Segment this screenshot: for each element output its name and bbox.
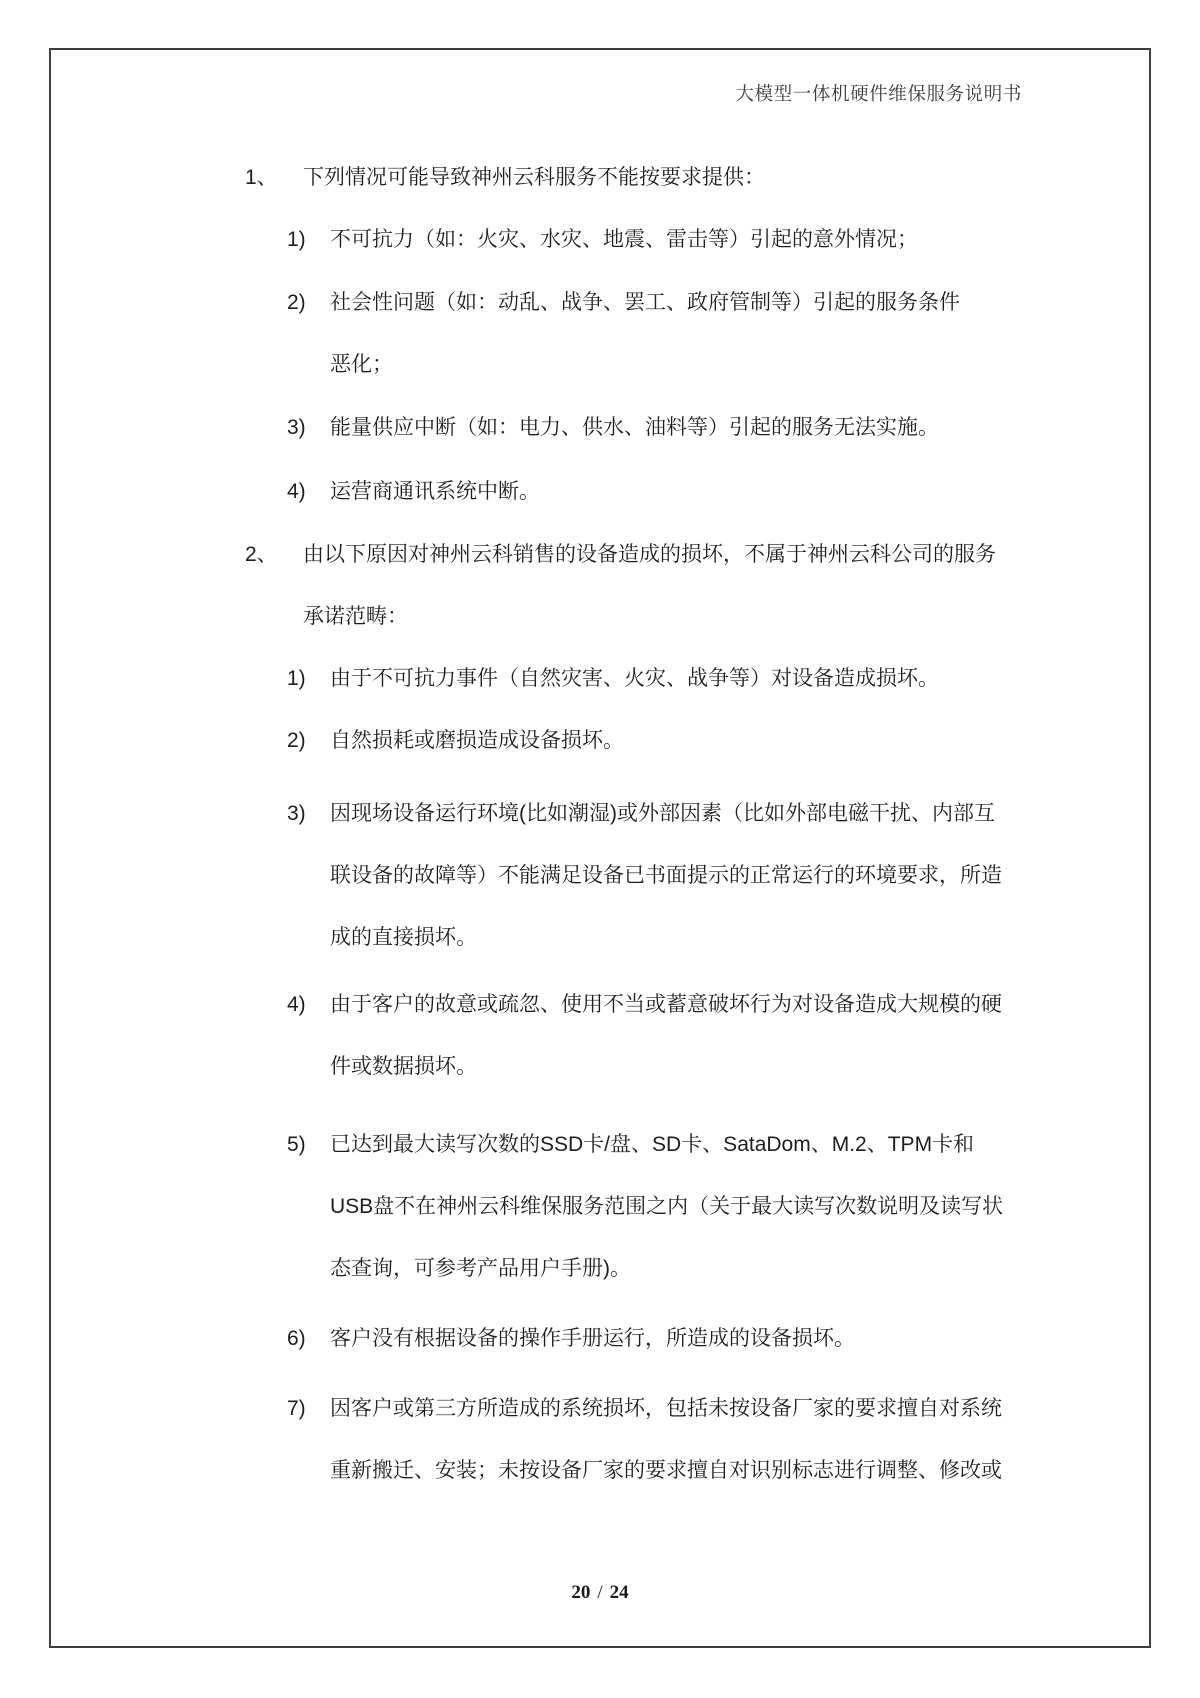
page-number-total: 24: [609, 1582, 629, 1603]
list-item: [245, 1378, 1035, 1502]
list-item-marker: 3): [287, 416, 306, 439]
list-item-marker: 4): [287, 480, 306, 503]
list-item: [245, 1308, 1035, 1370]
text-line: 件或数据损坏。: [330, 1055, 477, 1078]
text-line: 下列情况可能导致神州云科服务不能按要求提供：: [303, 166, 765, 189]
text-line: 态查询，可参考产品用户手册)。: [330, 1257, 631, 1280]
list-item-marker: 1): [287, 228, 306, 251]
list-item: [245, 524, 1035, 648]
document-items: [245, 147, 1035, 1502]
text-line: 社会性问题（如：动乱、战争、罢工、政府管制等）引起的服务条件: [330, 291, 960, 314]
page-number-separator: /: [597, 1582, 603, 1603]
text-line: 客户没有根据设备的操作手册运行，所造成的设备损坏。: [330, 1327, 855, 1350]
page-number-current: 20: [571, 1582, 591, 1603]
page-number: [49, 1581, 1151, 1605]
list-item-text: [303, 147, 765, 209]
text-line: 因现场设备运行环境(比如潮湿)或外部因素（比如外部电磁干扰、内部互: [330, 802, 995, 825]
list-item-text: [330, 1308, 855, 1370]
text-line: 联设备的故障等）不能满足设备已书面提示的正常运行的环境要求，所造: [330, 864, 1002, 887]
text-line: 已达到最大读写次数的SSD卡/盘、SD卡、SataDom、M.2、TPM卡和: [330, 1133, 975, 1156]
document-header-title: 大模型一体机硬件维保服务说明书: [735, 85, 1022, 105]
list-item-marker: 3): [287, 802, 306, 825]
list-item-marker: 7): [287, 1397, 306, 1420]
list-item: [245, 974, 1035, 1098]
list-item: [245, 209, 1035, 271]
list-item: [245, 783, 1035, 969]
list-item: [245, 272, 1035, 396]
list-item-text: [330, 648, 939, 710]
text-line: 自然损耗或磨损造成设备损坏。: [330, 729, 624, 752]
list-item: [245, 1114, 1035, 1300]
list-item-text: [330, 1114, 1003, 1300]
text-line: 能量供应中断（如：电力、供水、油料等）引起的服务无法实施。: [330, 416, 939, 439]
text-line: 不可抗力（如：火灾、水灾、地震、雷击等）引起的意外情况；: [330, 228, 918, 251]
list-item-text: [330, 397, 939, 459]
text-line: USB盘不在神州云科维保服务范围之内（关于最大读写次数说明及读写状: [330, 1195, 1004, 1218]
list-item-marker: 6): [287, 1327, 306, 1350]
list-item: [245, 461, 1035, 523]
list-item-text: [330, 974, 1002, 1098]
text-line: 因客户或第三方所造成的系统损坏，包括未按设备厂家的要求擅自对系统: [330, 1397, 1002, 1420]
list-item: [245, 710, 1035, 772]
list-item-text: [330, 461, 540, 523]
list-item: [245, 147, 1035, 209]
list-item-text: [330, 1378, 1002, 1502]
list-item-marker: 2): [287, 729, 306, 752]
text-line: 成的直接损坏。: [330, 926, 477, 949]
list-item-marker: 1、: [245, 166, 278, 189]
list-item: [245, 397, 1035, 459]
list-item-text: [330, 710, 624, 772]
list-item-marker: 2、: [245, 543, 278, 566]
text-line: 由于不可抗力事件（自然灾害、火灾、战争等）对设备造成损坏。: [330, 667, 939, 690]
list-item-text: [330, 272, 960, 396]
list-item-marker: 5): [287, 1133, 306, 1156]
text-line: 由于客户的故意或疏忽、使用不当或蓄意破坏行为对设备造成大规模的硬: [330, 993, 1002, 1016]
document-body: [245, 147, 1035, 1502]
text-line: 由以下原因对神州云科销售的设备造成的损坏，不属于神州云科公司的服务: [303, 543, 996, 566]
text-line: 运营商通讯系统中断。: [330, 480, 540, 503]
text-line: 重新搬迁、安装；未按设备厂家的要求擅自对识别标志进行调整、修改或: [330, 1459, 1002, 1482]
list-item-text: [303, 524, 996, 648]
text-line: 恶化；: [330, 353, 393, 376]
list-item: [245, 648, 1035, 710]
list-item-marker: 4): [287, 993, 306, 1016]
list-item-text: [330, 209, 918, 271]
list-item-text: [330, 783, 1002, 969]
list-item-marker: 1): [287, 667, 306, 690]
list-item-marker: 2): [287, 291, 306, 314]
text-line: 承诺范畴：: [303, 605, 408, 628]
